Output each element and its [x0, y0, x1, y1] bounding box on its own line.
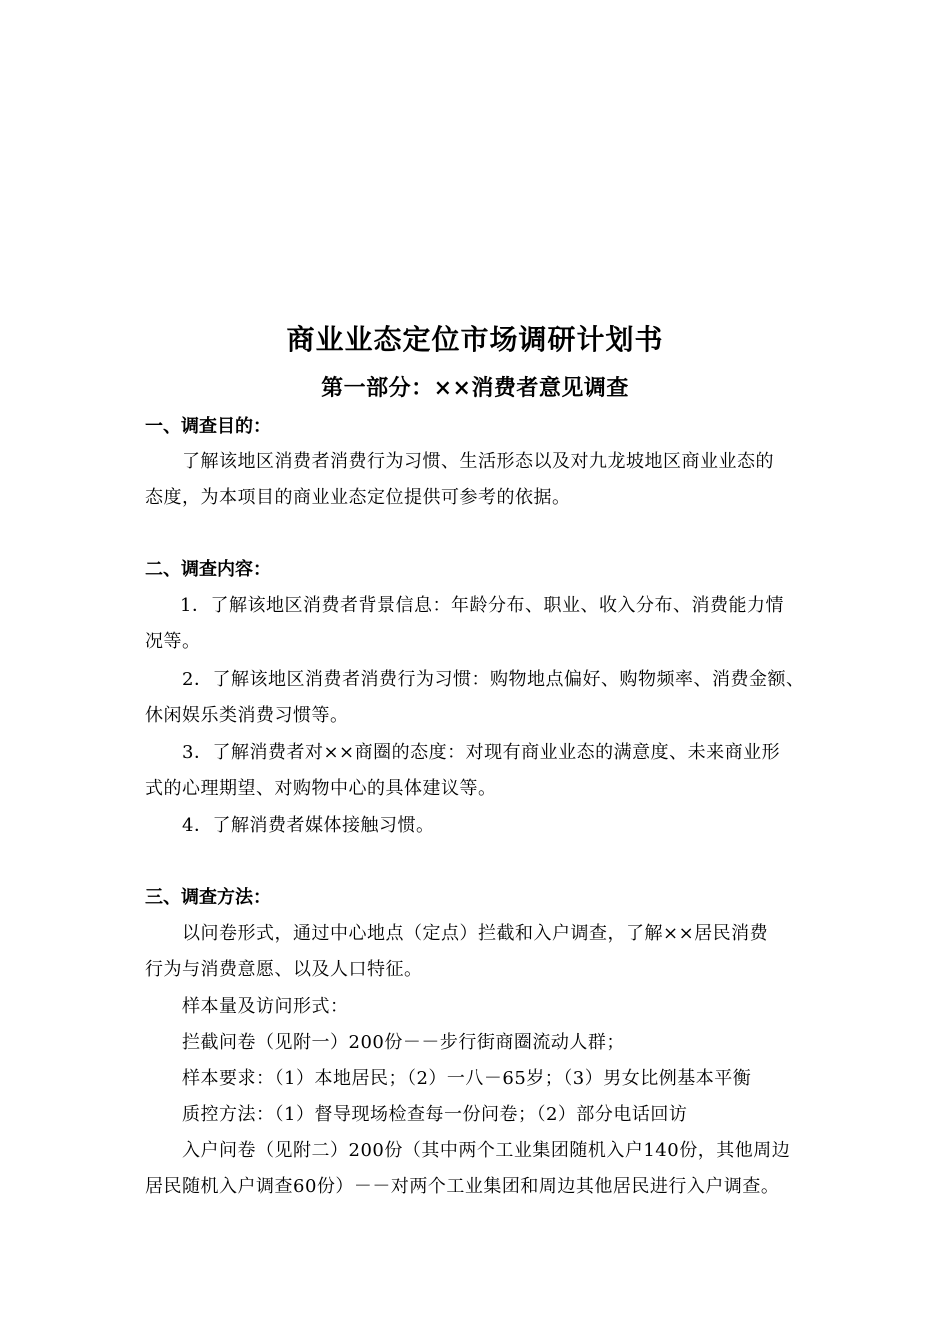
- paragraph-line: 态度，为本项目的商业业态定位提供可参考的依据。: [145, 487, 571, 508]
- document-title: 商业业态定位市场调研计划书: [286, 323, 664, 356]
- list-item-line: 1．了解该地区消费者背景信息：年龄分布、职业、收入分布、消费能力情: [180, 595, 784, 616]
- list-item-line: 3．了解消费者对××商圈的态度：对现有商业业态的满意度、未来商业形: [182, 742, 781, 763]
- paragraph-line: 行为与消费意愿、以及人口特征。: [145, 959, 423, 980]
- paragraph-line: 样本量及访问形式：: [182, 996, 349, 1017]
- section-heading-purpose: 一、调查目的：: [145, 416, 271, 437]
- paragraph-line: 质控方法：（1）督导现场检查每一份问卷；（2）部分电话回访: [182, 1104, 688, 1125]
- list-item-line: 2．了解该地区消费者消费行为习惯：购物地点偏好、购物频率、消费金额、: [182, 669, 805, 690]
- document-subtitle: 第一部分：××消费者意见调查: [321, 375, 629, 401]
- list-item-line: 式的心理期望、对购物中心的具体建议等。: [145, 778, 497, 799]
- paragraph-line: 入户问卷（见附二）200份（其中两个工业集团随机入户140份，其他周边: [182, 1140, 791, 1161]
- list-item-line: 况等。: [145, 631, 201, 652]
- paragraph-line: 了解该地区消费者消费行为习惯、生活形态以及对九龙坡地区商业业态的: [182, 451, 774, 472]
- paragraph-line: 样本要求：（1）本地居民；（2）一八－65岁；（3）男女比例基本平衡: [182, 1068, 752, 1089]
- section-heading-method: 三、调查方法：: [145, 887, 271, 908]
- paragraph-line: 以问卷形式，通过中心地点（定点）拦截和入户调查，了解××居民消费: [182, 923, 769, 944]
- list-item-line: 4．了解消费者媒体接触习惯。: [182, 815, 435, 836]
- section-heading-content: 二、调查内容：: [145, 559, 271, 580]
- paragraph-line: 居民随机入户调查60份）－－对两个工业集团和周边其他居民进行入户调查。: [145, 1176, 780, 1197]
- list-item-line: 休闲娱乐类消费习惯等。: [145, 705, 349, 726]
- paragraph-line: 拦截问卷（见附一）200份－－步行街商圈流动人群；: [182, 1032, 625, 1053]
